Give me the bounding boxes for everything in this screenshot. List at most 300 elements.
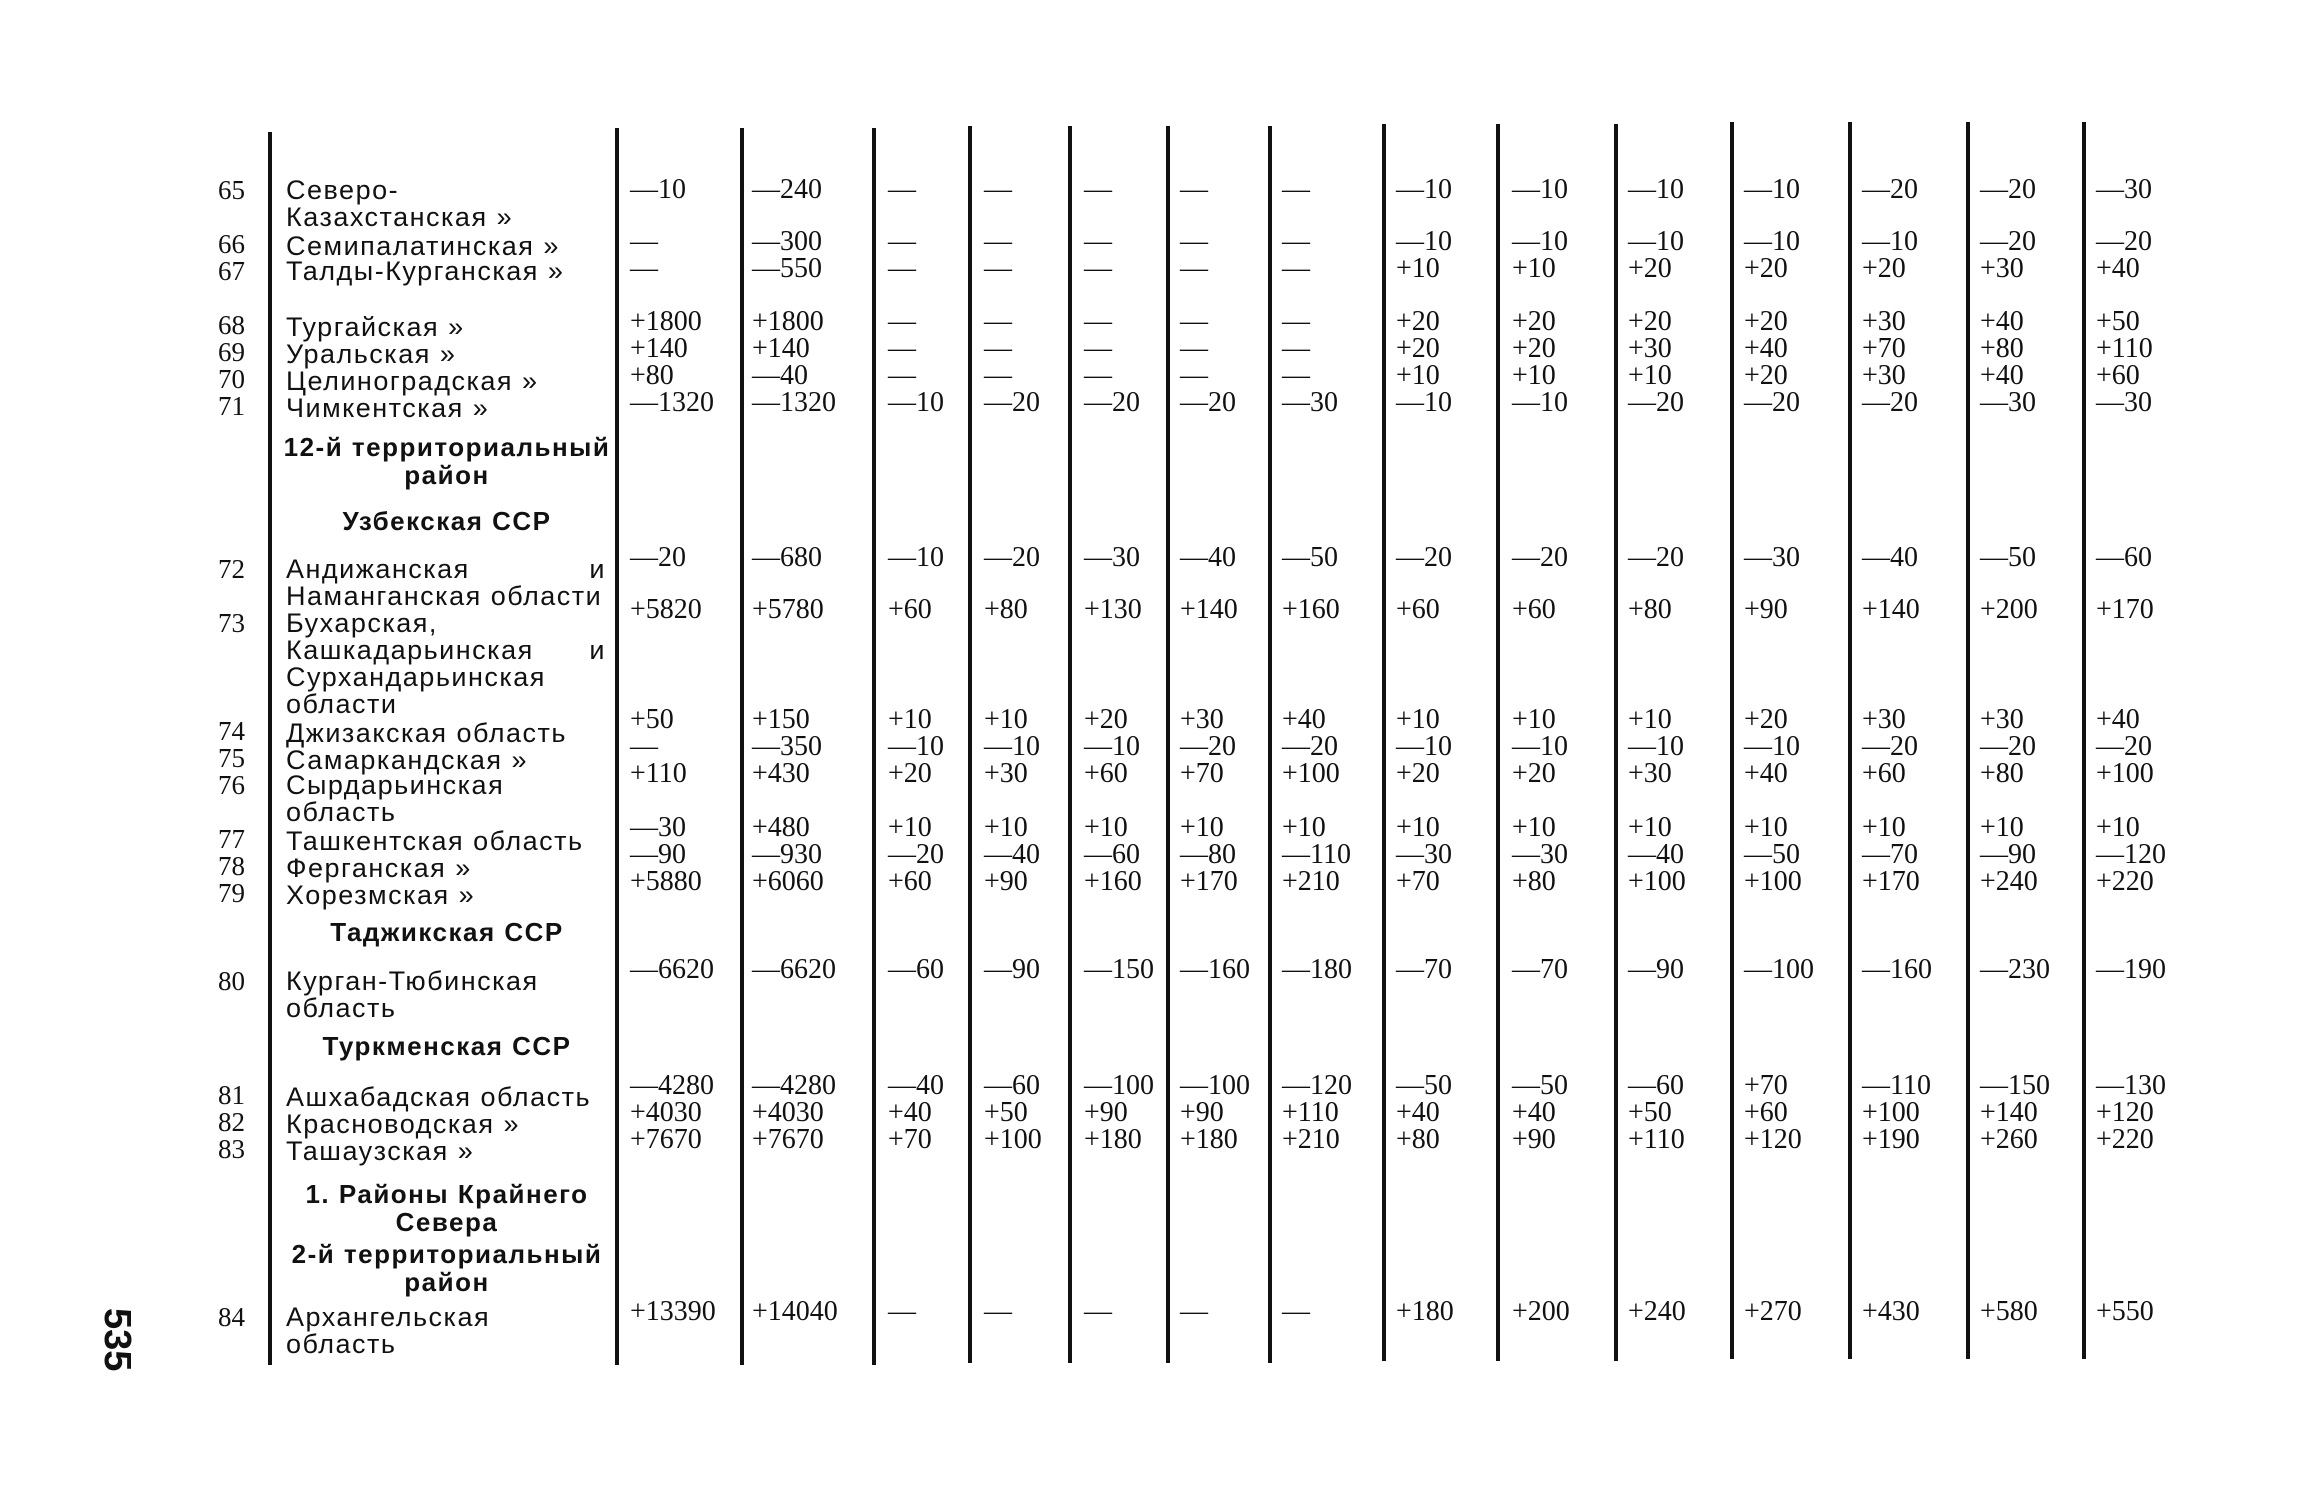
column-rule xyxy=(968,126,972,1363)
table-cell: —20 xyxy=(1862,387,1918,418)
table-cell: — xyxy=(1180,226,1208,257)
table-cell: —30 xyxy=(1396,839,1452,870)
table-cell: +180 xyxy=(1396,1296,1454,1327)
table-cell: +10 xyxy=(984,812,1028,843)
table-cell: — xyxy=(1282,174,1310,205)
table-cell: +100 xyxy=(2096,758,2154,789)
region-name: Архангельская область xyxy=(286,1302,491,1359)
table-cell: —150 xyxy=(1980,1070,2050,1101)
table-cell: — xyxy=(630,253,658,284)
region-name: Целиноградская » xyxy=(286,366,539,396)
table-cell: +40 xyxy=(1980,360,2024,391)
table-cell: —30 xyxy=(2096,387,2152,418)
table-cell: — xyxy=(1282,1296,1310,1327)
table-cell: +60 xyxy=(1744,1097,1788,1128)
table-cell: — xyxy=(1282,253,1310,284)
table-cell: —550 xyxy=(752,253,822,284)
table-cell: +260 xyxy=(1980,1124,2038,1155)
table-cell: +80 xyxy=(1628,594,1672,625)
column-rule xyxy=(872,128,876,1365)
table-cell: +60 xyxy=(1084,758,1128,789)
table-cell: —110 xyxy=(1862,1070,1931,1101)
table-cell: —10 xyxy=(1396,387,1452,418)
table-cell: —60 xyxy=(888,954,944,985)
section-heading-uzbek-ssr: Узбекская ССР xyxy=(342,506,552,536)
table-cell: — xyxy=(1180,253,1208,284)
table-cell: +20 xyxy=(1396,333,1440,364)
region-name: Чимкентская » xyxy=(286,393,490,423)
table-cell: +10 xyxy=(1180,812,1224,843)
table-cell: —50 xyxy=(1744,839,1800,870)
table-cell: +20 xyxy=(1744,306,1788,337)
table-cell: +180 xyxy=(1180,1124,1238,1155)
table-cell: — xyxy=(888,360,916,391)
table-cell: —10 xyxy=(1628,226,1684,257)
table-cell: — xyxy=(888,253,916,284)
table-cell: +20 xyxy=(1084,704,1128,735)
table-cell: +20 xyxy=(1744,253,1788,284)
table-cell: +140 xyxy=(630,333,688,364)
table-cell: —100 xyxy=(1180,1070,1250,1101)
table-cell: +5820 xyxy=(630,594,702,625)
table-cell: —90 xyxy=(630,839,686,870)
table-cell: +210 xyxy=(1282,1124,1340,1155)
table-cell: +30 xyxy=(1628,333,1672,364)
table-cell: —90 xyxy=(984,954,1040,985)
table-cell: +10 xyxy=(2096,812,2140,843)
table-cell: +7670 xyxy=(630,1124,702,1155)
table-cell: —20 xyxy=(984,542,1040,573)
table-cell: +200 xyxy=(1980,594,2038,625)
table-cell: —30 xyxy=(2096,174,2152,205)
table-cell: +30 xyxy=(1628,758,1672,789)
table-cell: —10 xyxy=(1744,226,1800,257)
row-number: 66 xyxy=(218,229,245,259)
table-cell: +100 xyxy=(1282,758,1340,789)
row-number: 80 xyxy=(218,966,245,996)
column-rule xyxy=(1966,122,1970,1359)
table-cell: —150 xyxy=(1084,954,1154,985)
table-cell: — xyxy=(1180,360,1208,391)
row-number: 73 xyxy=(218,608,245,638)
row-number: 68 xyxy=(218,310,245,340)
column-rule xyxy=(1496,124,1500,1361)
table-cell: — xyxy=(1084,306,1112,337)
table-cell: — xyxy=(1084,226,1112,257)
table-cell: +4030 xyxy=(630,1097,702,1128)
table-cell: +20 xyxy=(1628,253,1672,284)
table-cell: —90 xyxy=(1628,954,1684,985)
table-cell: +5880 xyxy=(630,866,702,897)
table-cell: — xyxy=(984,174,1012,205)
table-cell: +20 xyxy=(1744,360,1788,391)
table-cell: —10 xyxy=(1744,731,1800,762)
page-number: 535 xyxy=(96,1308,138,1372)
table-cell: —40 xyxy=(1628,839,1684,870)
table-cell: +70 xyxy=(1744,1070,1788,1101)
table-cell: +90 xyxy=(1744,594,1788,625)
table-cell: +10 xyxy=(1396,812,1440,843)
table-cell: +10 xyxy=(888,812,932,843)
table-cell: —1320 xyxy=(752,387,836,418)
row-number: 84 xyxy=(218,1302,245,1332)
table-cell: +90 xyxy=(1512,1124,1556,1155)
table-cell: —20 xyxy=(1980,174,2036,205)
row-number: 81 xyxy=(218,1080,245,1110)
table-cell: +220 xyxy=(2096,866,2154,897)
table-cell: —10 xyxy=(888,542,944,573)
section-heading-turkmen-ssr: Туркменская ССР xyxy=(322,1031,572,1061)
table-cell: —20 xyxy=(1180,387,1236,418)
table-cell: —20 xyxy=(630,542,686,573)
row-number: 71 xyxy=(218,391,245,421)
region-name: Джизакская область xyxy=(286,718,567,748)
table-cell: +4030 xyxy=(752,1097,824,1128)
table-cell: +10 xyxy=(1744,812,1788,843)
table-cell: +10 xyxy=(1512,812,1556,843)
table-cell: +60 xyxy=(2096,360,2140,391)
table-cell: +20 xyxy=(1396,306,1440,337)
table-cell: +50 xyxy=(630,704,674,735)
table-cell: +70 xyxy=(1180,758,1224,789)
region-name: Уральская » xyxy=(286,339,457,369)
table-cell: +30 xyxy=(1980,253,2024,284)
table-cell: —10 xyxy=(1396,731,1452,762)
table-cell: +140 xyxy=(1862,594,1920,625)
section-heading-12th-region: 12-й территориальный район xyxy=(283,432,611,490)
table-cell: +80 xyxy=(630,360,674,391)
table-cell: +30 xyxy=(1980,704,2024,735)
row-number: 78 xyxy=(218,851,245,881)
table-cell: +30 xyxy=(1862,704,1906,735)
table-cell: —1320 xyxy=(630,387,714,418)
table-cell: —60 xyxy=(2096,542,2152,573)
table-cell: —20 xyxy=(888,839,944,870)
table-cell: —120 xyxy=(2096,839,2166,870)
region-name: Красноводская » xyxy=(286,1109,520,1139)
table-cell: —90 xyxy=(1980,839,2036,870)
table-cell: +240 xyxy=(1980,866,2038,897)
table-cell: —10 xyxy=(1084,731,1140,762)
table-cell: +110 xyxy=(1282,1097,1339,1128)
row-number: 72 xyxy=(218,554,245,584)
column-rule xyxy=(1730,122,1734,1359)
table-cell: —240 xyxy=(752,174,822,205)
table-cell: —30 xyxy=(630,812,686,843)
table-cell: —300 xyxy=(752,226,822,257)
table-cell: +30 xyxy=(1862,306,1906,337)
row-number: 75 xyxy=(218,743,245,773)
table-cell: +50 xyxy=(2096,306,2140,337)
table-cell: —60 xyxy=(1628,1070,1684,1101)
table-cell: +10 xyxy=(1628,704,1672,735)
table-cell: +70 xyxy=(1396,866,1440,897)
table-cell: +10 xyxy=(1512,360,1556,391)
table-cell: —10 xyxy=(1512,226,1568,257)
table-cell: —10 xyxy=(984,731,1040,762)
table-cell: — xyxy=(630,731,658,762)
region-name: Талды-Курганская » xyxy=(286,256,565,286)
table-cell: +10 xyxy=(1980,812,2024,843)
table-cell: —60 xyxy=(1084,839,1140,870)
table-cell: +1800 xyxy=(752,306,824,337)
table-cell: —130 xyxy=(2096,1070,2166,1101)
table-cell: +10 xyxy=(1396,253,1440,284)
table-cell: +150 xyxy=(752,704,810,735)
row-number: 77 xyxy=(218,824,245,854)
table-cell: —40 xyxy=(752,360,808,391)
table-cell: — xyxy=(984,333,1012,364)
table-cell: +170 xyxy=(2096,594,2154,625)
table-cell: +10 xyxy=(1862,812,1906,843)
table-cell: —10 xyxy=(1628,174,1684,205)
section-heading-tajik-ssr: Таджикская ССР xyxy=(330,917,564,947)
table-cell: —100 xyxy=(1744,954,1814,985)
table-cell: —10 xyxy=(1512,174,1568,205)
table-cell: +10 xyxy=(1282,812,1326,843)
table-cell: +40 xyxy=(1980,306,2024,337)
table-cell: +40 xyxy=(2096,704,2140,735)
table-cell: —20 xyxy=(1744,387,1800,418)
table-cell: —160 xyxy=(1180,954,1250,985)
table-cell: +20 xyxy=(1396,758,1440,789)
region-name: Ашхабадская область xyxy=(286,1082,592,1112)
table-cell: — xyxy=(1282,306,1310,337)
table-cell: +160 xyxy=(1282,594,1340,625)
table-cell: — xyxy=(1084,174,1112,205)
table-cell: —50 xyxy=(1282,542,1338,573)
table-cell: +80 xyxy=(1980,333,2024,364)
table-cell: —50 xyxy=(1512,1070,1568,1101)
table-cell: +10 xyxy=(1512,704,1556,735)
row-number: 83 xyxy=(218,1134,245,1164)
table-cell: +140 xyxy=(752,333,810,364)
table-cell: —20 xyxy=(1862,731,1918,762)
table-cell: +220 xyxy=(2096,1124,2154,1155)
table-cell: +100 xyxy=(1628,866,1686,897)
column-rule xyxy=(2082,122,2086,1359)
table-cell: — xyxy=(1180,333,1208,364)
table-cell: +13390 xyxy=(630,1296,716,1327)
row-number: 82 xyxy=(218,1107,245,1137)
table-cell: — xyxy=(1180,1296,1208,1327)
table-cell: +40 xyxy=(1512,1097,1556,1128)
table-cell: +110 xyxy=(630,758,687,789)
table-cell: —70 xyxy=(1396,954,1452,985)
table-cell: — xyxy=(1084,1296,1112,1327)
region-name: Северо-Казахстанская » xyxy=(286,175,514,232)
row-number: 70 xyxy=(218,364,245,394)
table-cell: —6620 xyxy=(630,954,714,985)
table-cell: +10 xyxy=(1396,704,1440,735)
table-cell: +20 xyxy=(1512,758,1556,789)
table-cell: +30 xyxy=(984,758,1028,789)
column-rule xyxy=(1614,124,1618,1361)
table-cell: +580 xyxy=(1980,1296,2038,1327)
table-cell: —70 xyxy=(1862,839,1918,870)
table-cell: +7670 xyxy=(752,1124,824,1155)
table-cell: +130 xyxy=(1084,594,1142,625)
table-cell: —4280 xyxy=(752,1070,836,1101)
table-cell: +80 xyxy=(1980,758,2024,789)
table-cell: +10 xyxy=(1628,812,1672,843)
region-name: Бухарская, Кашкадарьинская и Сурхандарьинская области xyxy=(286,608,606,719)
table-cell: +20 xyxy=(1744,704,1788,735)
table-cell: —40 xyxy=(888,1070,944,1101)
table-cell: —30 xyxy=(1512,839,1568,870)
table-cell: +170 xyxy=(1862,866,1920,897)
table-cell: —20 xyxy=(1396,542,1452,573)
table-cell: +120 xyxy=(1744,1124,1802,1155)
table-cell: +70 xyxy=(1862,333,1906,364)
table-cell: +10 xyxy=(1396,360,1440,391)
table-cell: —20 xyxy=(1862,174,1918,205)
table-cell: — xyxy=(984,1296,1012,1327)
table-cell: —680 xyxy=(752,542,822,573)
region-name: Сырдарьинская область xyxy=(286,770,505,827)
region-name: Курган-Тюбинская область xyxy=(286,966,539,1023)
region-name: Семипалатинская » xyxy=(286,231,560,261)
table-cell: —30 xyxy=(1744,542,1800,573)
row-number: 67 xyxy=(218,256,245,286)
table-cell: —4280 xyxy=(630,1070,714,1101)
table-cell: +430 xyxy=(1862,1296,1920,1327)
table-cell: +50 xyxy=(1628,1097,1672,1128)
table-cell: +20 xyxy=(1512,306,1556,337)
table-cell: +50 xyxy=(984,1097,1028,1128)
table-cell: — xyxy=(630,226,658,257)
table-cell: +90 xyxy=(1084,1097,1128,1128)
table-cell: +60 xyxy=(1396,594,1440,625)
table-cell: —10 xyxy=(1512,731,1568,762)
table-cell: — xyxy=(888,1296,916,1327)
table-cell: — xyxy=(888,333,916,364)
table-cell: —10 xyxy=(1396,226,1452,257)
table-cell: — xyxy=(888,226,916,257)
table-cell: +210 xyxy=(1282,866,1340,897)
table-cell: +60 xyxy=(1512,594,1556,625)
table-cell: —30 xyxy=(1282,387,1338,418)
table-cell: — xyxy=(1282,360,1310,391)
table-cell: —20 xyxy=(1980,226,2036,257)
table-cell: +10 xyxy=(1512,253,1556,284)
table-cell: +200 xyxy=(1512,1296,1570,1327)
column-rule xyxy=(615,128,619,1365)
table-cell: +10 xyxy=(1084,812,1128,843)
table-cell: +10 xyxy=(984,704,1028,735)
table-cell: +240 xyxy=(1628,1296,1686,1327)
table-cell: +1800 xyxy=(630,306,702,337)
table-cell: —110 xyxy=(1282,839,1351,870)
table-cell: —350 xyxy=(752,731,822,762)
table-cell: +270 xyxy=(1744,1296,1802,1327)
region-name: Самаркандская » xyxy=(286,745,529,775)
table-cell: —20 xyxy=(2096,731,2152,762)
table-cell: +100 xyxy=(1744,866,1802,897)
table-cell: —30 xyxy=(1980,387,2036,418)
table-cell: —40 xyxy=(1862,542,1918,573)
table-cell: —40 xyxy=(984,839,1040,870)
table-cell: +20 xyxy=(1862,253,1906,284)
table-cell: +480 xyxy=(752,812,810,843)
table-cell: +14040 xyxy=(752,1296,838,1327)
table-cell: +160 xyxy=(1084,866,1142,897)
table-cell: —10 xyxy=(1512,387,1568,418)
table-cell: — xyxy=(1084,253,1112,284)
table-cell: +20 xyxy=(1512,333,1556,364)
section-heading-2nd-region: 2-й территориальный район xyxy=(291,1239,603,1297)
table-cell: — xyxy=(888,174,916,205)
table-cell: —10 xyxy=(1396,174,1452,205)
table-cell: +100 xyxy=(1862,1097,1920,1128)
table-cell: —10 xyxy=(888,731,944,762)
table-cell: —20 xyxy=(1180,731,1236,762)
table-cell: — xyxy=(984,360,1012,391)
table-cell: —20 xyxy=(2096,226,2152,257)
table-cell: +80 xyxy=(984,594,1028,625)
table-cell: —160 xyxy=(1862,954,1932,985)
table-cell: —20 xyxy=(984,387,1040,418)
table-cell: —10 xyxy=(630,174,686,205)
column-rule xyxy=(268,132,272,1365)
table-cell: —20 xyxy=(1282,731,1338,762)
column-rule xyxy=(1268,126,1272,1363)
region-name: Хорезмская » xyxy=(286,880,476,910)
table-cell: +40 xyxy=(1744,333,1788,364)
table-cell: +180 xyxy=(1084,1124,1142,1155)
region-name: Ферганская » xyxy=(286,853,472,883)
region-name: Тургайская » xyxy=(286,312,465,342)
table-cell: +6060 xyxy=(752,866,824,897)
table-cell: +20 xyxy=(1628,306,1672,337)
table-cell: — xyxy=(984,253,1012,284)
table-cell: —20 xyxy=(1980,731,2036,762)
table-cell: —100 xyxy=(1084,1070,1154,1101)
table-cell: +60 xyxy=(888,866,932,897)
column-rule xyxy=(1068,126,1072,1363)
section-heading-far-north: 1. Районы Крайнего Севера xyxy=(305,1179,589,1237)
table-cell: —10 xyxy=(1862,226,1918,257)
table-cell: —10 xyxy=(1744,174,1800,205)
table-cell: —20 xyxy=(1628,387,1684,418)
column-rule xyxy=(740,128,744,1365)
table-cell: +80 xyxy=(1396,1124,1440,1155)
table-cell: —20 xyxy=(1512,542,1568,573)
table-cell: +90 xyxy=(1180,1097,1224,1128)
table-cell: +190 xyxy=(1862,1124,1920,1155)
table-cell: +140 xyxy=(1980,1097,2038,1128)
table-cell: — xyxy=(1084,360,1112,391)
table-cell: +110 xyxy=(1628,1124,1685,1155)
table-cell: +80 xyxy=(1512,866,1556,897)
table-cell: —60 xyxy=(984,1070,1040,1101)
region-name: Андижанская и Наманганская области xyxy=(286,554,606,611)
table-cell: —10 xyxy=(888,387,944,418)
table-cell: —50 xyxy=(1980,542,2036,573)
table-cell: +40 xyxy=(2096,253,2140,284)
table-cell: +10 xyxy=(888,704,932,735)
table-cell: — xyxy=(1084,333,1112,364)
table-cell: +430 xyxy=(752,758,810,789)
table-cell: —80 xyxy=(1180,839,1236,870)
table-cell: —40 xyxy=(1180,542,1236,573)
table-cell: +40 xyxy=(1282,704,1326,735)
column-rule xyxy=(1166,126,1170,1363)
table-cell: +60 xyxy=(888,594,932,625)
table-cell: — xyxy=(1180,174,1208,205)
table-cell: —10 xyxy=(1628,731,1684,762)
table-cell: — xyxy=(1282,226,1310,257)
